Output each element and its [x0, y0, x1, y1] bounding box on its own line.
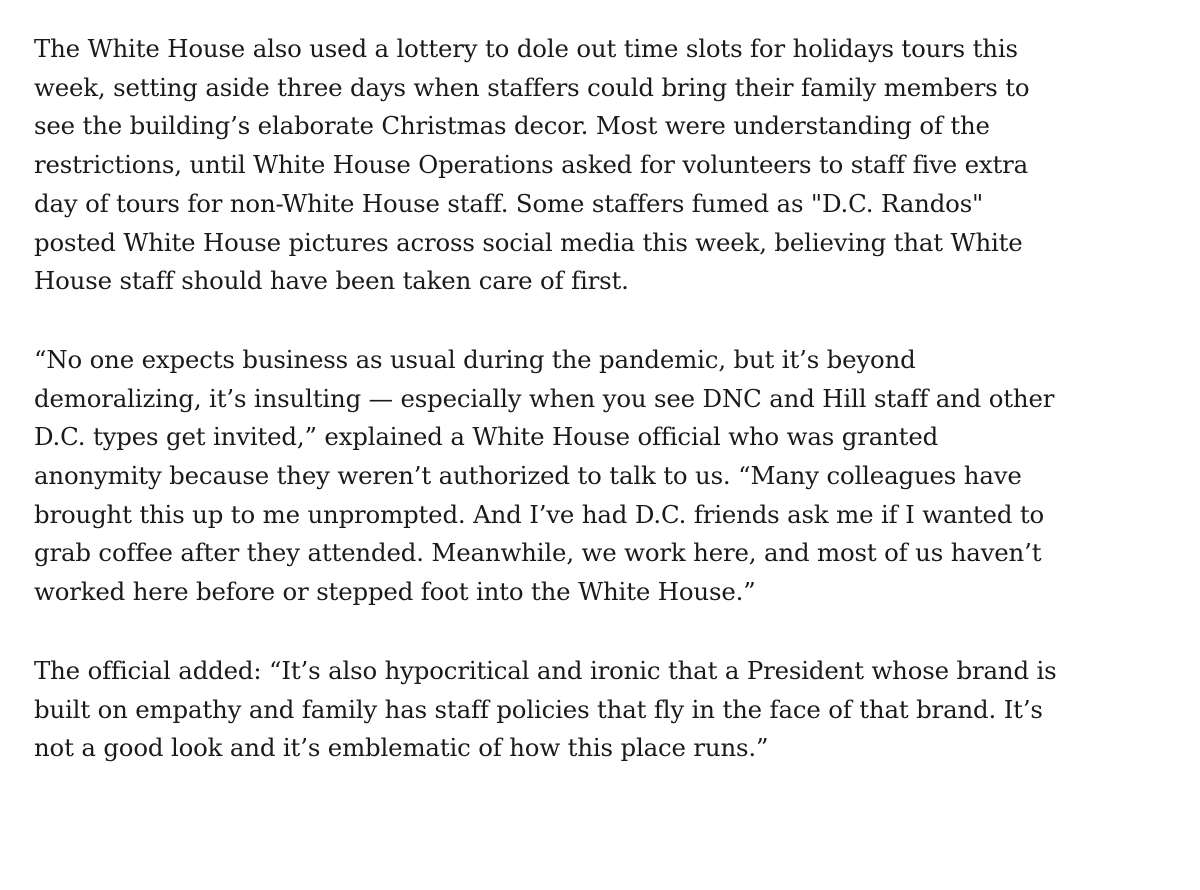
text-line: week, setting aside three days when staffers could bring their family members to [34, 72, 1030, 102]
text-line: built on empathy and family has staff policies that fly in the face of that brand. It’s [34, 694, 1043, 724]
text-line: House staff should have been taken care of first. [34, 266, 629, 296]
text-line: see the building’s elaborate Christmas decor. Most were understanding of the [34, 111, 990, 141]
text-line: anonymity because they weren’t authorized to talk to us. “Many colleagues have [34, 461, 1022, 491]
text-line: day of tours for non-White House staff. Some staffers fumed as "D.C. Randos" [34, 188, 984, 218]
text-line: “No one expects business as usual during the pandemic, but it’s beyond [34, 344, 916, 374]
text-line: posted White House pictures across social media this week, believing that White [34, 227, 1023, 257]
text-line: worked here before or stepped foot into the White House.” [34, 577, 756, 607]
text-line: D.C. types get invited,” explained a White House official who was granted [34, 422, 939, 452]
text-line: not a good look and it’s emblematic of how this place runs.” [34, 733, 769, 763]
paragraph-2 [34, 341, 1174, 612]
article-body [34, 30, 1174, 808]
text-line: demoralizing, it’s insulting — especially when you see DNC and Hill staff and other [34, 383, 1055, 413]
text-line: grab coffee after they attended. Meanwhile, we work here, and most of us haven’t [34, 538, 1042, 568]
text-line: The official added: “It’s also hypocritical and ironic that a President whose brand is [34, 655, 1057, 685]
paragraph-3 [34, 652, 1174, 768]
paragraph-1 [34, 30, 1174, 301]
text-line: restrictions, until White House Operations asked for volunteers to staff five extra [34, 150, 1029, 180]
text-line: brought this up to me unprompted. And I’ve had D.C. friends ask me if I wanted to [34, 499, 1045, 529]
text-line: The White House also used a lottery to dole out time slots for holidays tours this [34, 34, 1018, 63]
